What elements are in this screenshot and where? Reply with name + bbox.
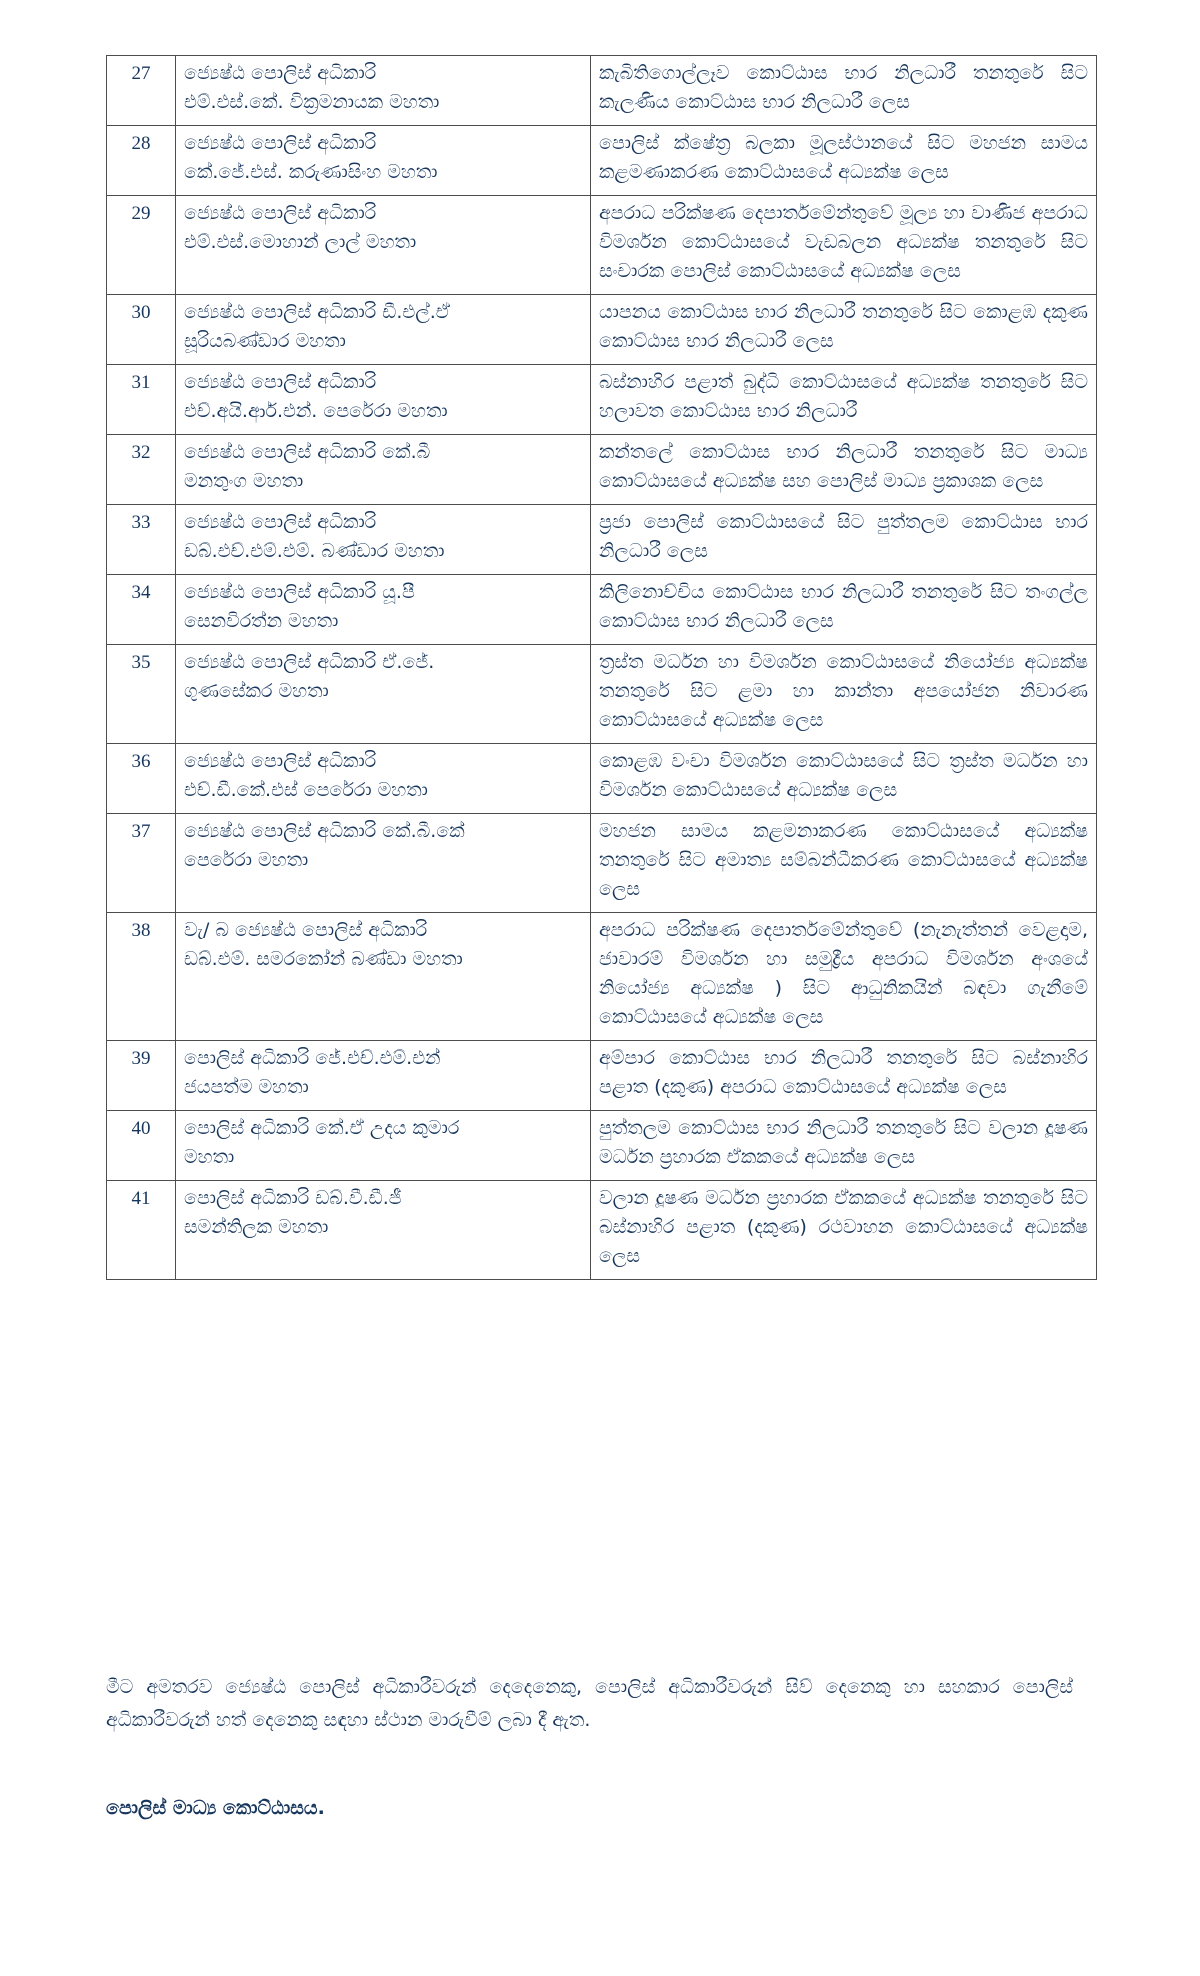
officer-rank-line: ජ්‍යෙෂ්ඨ පොලිස් අධිකාරි ඒ.ජේ. (184, 651, 435, 673)
transfer-detail-cell: පුත්තලම කොට්ඨාස භාර නිලධාරී තනතුරේ සිට වලාන දූෂණ මර්ධන ප්‍රහාරක ඒකකයේ අධ්‍යක්ෂ ලෙස (591, 1111, 1097, 1181)
table-row (107, 505, 1097, 575)
transfer-detail-cell: අපරාධ පරික්ෂණ දෙපාර්තමේන්තුවේ මූල්‍ය හා වාණිජ අපරාධ විමර්ශන කොට්ඨාසයේ වැඩබලන අධ්‍යක්ෂ තනතුරේ සිට සංචාරක පොලිස් කොට්ඨාසයේ අධ්‍යක්ෂ ලෙස (591, 196, 1097, 295)
police-transfer-table (106, 55, 1097, 1280)
officer-rank-line: ජ්‍යෙෂ්ඨ පොලිස් අධිකාරි (184, 511, 377, 533)
officer-rank-line: පොලිස් අධිකාරි ඩබ්.වී.ඩී.ජී (184, 1187, 402, 1209)
officer-name-cell (176, 814, 591, 913)
officer-rank-line: ජ්‍යෙෂ්ඨ පොලිස් අධිකාරි (184, 132, 377, 154)
officer-rank-line: ජ්‍යෙෂ්ඨ පොලිස් අධිකාරි (184, 62, 377, 84)
officer-name-line: කේ.ජේ.එස්. කරුණාසිංහ මහතා (184, 161, 438, 183)
additional-transfers-paragraph: මීට අමතරව ජ්‍යෙෂ්ඨ පොලිස් අධිකාරීවරුන් දෙදෙනෙකු, පොලිස් අධිකාරීවරුන් සිව් දෙනෙකු හා සහකාර පොලිස් අධිකාරීවරුන් හත් දෙනෙකු සඳහා ස්ථාන මාරුවීම් ලබා දී ඇත. (106, 1676, 1073, 1731)
row-number: 29 (107, 196, 176, 295)
officer-name-line: මහතා (184, 1146, 235, 1168)
transfer-detail-cell: ත්‍රස්ත මර්ධන හා විමර්ශන කොට්ඨාසයේ නියෝජ්‍ය අධ්‍යක්ෂ තනතුරේ සිට ළමා හා කාන්තා අපයෝජන නිවාරණ කොට්ඨාසයේ අධ්‍යක්ෂ ලෙස (591, 645, 1097, 744)
table-row (107, 435, 1097, 505)
officer-name-line: පෙරේරා මහතා (184, 849, 309, 871)
transfer-detail-cell: වලාන දූෂණ මර්ධන ප්‍රහාරක ඒකකයේ අධ්‍යක්ෂ තනතුරේ සිට බස්නාහිර පළාත (දකුණ) රථවාහන කොට්ඨාසයේ අධ්‍යක්ෂ ලෙස (591, 1181, 1097, 1280)
row-number: 32 (107, 435, 176, 505)
officer-name-cell (176, 1111, 591, 1181)
row-number: 37 (107, 814, 176, 913)
officer-name-line: එම්.එස්.කේ. වික්‍රමනායක මහතා (184, 91, 440, 113)
officer-name-line: එච්.ඩී.කේ.එස් පෙරේරා මහතා (184, 779, 428, 801)
table-row (107, 913, 1097, 1041)
officer-name-cell (176, 575, 591, 645)
officer-rank-line: ජ්‍යෙෂ්ඨ පොලිස් අධිකාරි කේ.බී.කේ (184, 820, 465, 842)
row-number: 28 (107, 126, 176, 196)
officer-name-cell (176, 1041, 591, 1111)
table-row (107, 126, 1097, 196)
officer-rank-line: ජ්‍යෙෂ්ඨ පොලිස් අධිකාරි යූ.පී (184, 581, 415, 603)
officer-rank-line: ජ්‍යෙෂ්ඨ පොලිස් අධිකාරි (184, 202, 377, 224)
row-number: 30 (107, 295, 176, 365)
officer-name-line: ඩබ්.එච්.එම්.එම්. බණ්ඩාර මහතා (184, 540, 445, 562)
row-number: 27 (107, 56, 176, 126)
transfer-detail-cell: කොළඹ වංචා විමර්ශන කොට්ඨාසයේ සිට ත්‍රස්ත මර්ධන හා විමර්ශන කොට්ඨාසයේ අධ්‍යක්ෂ ලෙස (591, 744, 1097, 814)
officer-name-cell (176, 435, 591, 505)
officer-name-cell (176, 56, 591, 126)
table-row (107, 295, 1097, 365)
transfer-detail-cell: ප්‍රජා පොලිස් කොට්ඨාසයේ සිට පුත්තලම කොට්ඨාස භාර නිලධාරී ලෙස (591, 505, 1097, 575)
officer-name-cell (176, 505, 591, 575)
transfer-detail-cell: අපරාධ පරික්ෂණ දෙපාර්තමේන්තුවේ (නැනැත්තන් වෙළදාම, ජාවාරම් විමර්ශන හා සමුද්‍රීය අපරාධ විමර්ශන අංශයේ නියෝජ්‍ය අධ්‍යක්ෂ ) සිට ආධුනිකයින් බඳවා ගැනීමේ කොට්ඨාසයේ අධ්‍යක්ෂ ලෙස (591, 913, 1097, 1041)
row-number: 34 (107, 575, 176, 645)
transfer-detail-cell: කැබිතිගොල්ලෑව කොට්ඨාස භාර නිලධාරී තනතුරේ සිට කැලණිය කොට්ඨාස භාර නිලධාරී ලෙස (591, 56, 1097, 126)
officer-name-cell (176, 295, 591, 365)
officer-name-cell (176, 1181, 591, 1280)
table-row (107, 1041, 1097, 1111)
transfer-detail-cell: මහජන සාමය කළමනාකරණ කොට්ඨාසයේ අධ්‍යක්ෂ තනතුරේ සිට අමාත්‍ය සම්බන්ධීකරණ කොට්ඨාසයේ අධ්‍යක්ෂ ලෙස (591, 814, 1097, 913)
transfer-detail-cell: යාපනය කොට්ඨාස භාර නිලධාරී තනතුරේ සිට කොළඹ දකුණ කොට්ඨාස භාර නිලධාරී ලෙස (591, 295, 1097, 365)
officer-name-line: එම්.එස්.මොහාන් ලාල් මහතා (184, 231, 417, 253)
officer-name-line: ගුණසේකර මහතා (184, 680, 329, 702)
table-row (107, 365, 1097, 435)
transfer-detail-cell: පොලිස් ක්ෂේත්‍ර බලකා මූලස්ථානයේ සිට මහජන සාමය කළමණාකරණ කොට්ඨාසයේ අධ්‍යක්ෂ ලෙස (591, 126, 1097, 196)
officer-name-line: ඩබ්.එම්. සමරකෝන් බණ්ඩා මහතා (184, 948, 463, 970)
transfer-detail-cell: අම්පාර කොට්ඨාස භාර නිලධාරී තනතුරේ සිට බස්නාහිර පළාත (දකුණ) අපරාධ කොට්ඨාසයේ අධ්‍යක්ෂ ලෙස (591, 1041, 1097, 1111)
row-number: 31 (107, 365, 176, 435)
transfer-detail-cell: කන්තලේ කොට්ඨාස භාර නිලධාරී තනතුරේ සිට මාධ්‍ය කොට්ඨාසයේ අධ්‍යක්ෂ සහ පොලිස් මාධ්‍ය ප්‍රකාශක ලෙස (591, 435, 1097, 505)
officer-rank-line: පොලිස් අධිකාරි කේ.ඒ උදය කුමාර (184, 1117, 460, 1139)
table-row (107, 814, 1097, 913)
row-number: 39 (107, 1041, 176, 1111)
row-number: 36 (107, 744, 176, 814)
officer-name-line: සූරියබණ්ඩාර මහතා (184, 330, 346, 352)
officer-rank-line: ජ්‍යෙෂ්ඨ පොලිස් අධිකාරි ඩී.එල්.ඒ (184, 301, 450, 323)
officer-name-line: සමන්තිලක මහතා (184, 1216, 329, 1238)
officer-rank-line: පොලිස් අධිකාරි ජේ.එච්.එම්.එන් (184, 1047, 441, 1069)
officer-name-line: සෙනවිරත්න මහතා (184, 610, 339, 632)
officer-name-line: මනතුංග මහතා (184, 470, 304, 492)
officer-name-cell (176, 196, 591, 295)
transfer-detail-cell: කිලිනොච්චිය කොට්ඨාස භාර නිලධාරී තනතුරේ සිට තංගල්ල කොට්ඨාස භාර නිලධාරී ලෙස (591, 575, 1097, 645)
officer-name-cell (176, 365, 591, 435)
table-row (107, 645, 1097, 744)
row-number: 40 (107, 1111, 176, 1181)
table-row (107, 196, 1097, 295)
officer-rank-line: ජ්‍යෙෂ්ඨ පොලිස් අධිකාරි (184, 750, 377, 772)
table-row (107, 744, 1097, 814)
officer-rank-line: වැ/ බ ජ්‍යෙෂ්ඨ පොලිස් අධිකාරි (184, 919, 428, 941)
row-number: 41 (107, 1181, 176, 1280)
officer-name-cell (176, 744, 591, 814)
officer-name-line: එච්.අයි.ආර්.එන්. පෙරේරා මහතා (184, 400, 448, 422)
row-number: 33 (107, 505, 176, 575)
transfer-detail-cell: බස්නාහිර පළාත් බුද්ධි කොට්ඨාසයේ අධ්‍යක්ෂ තනතුරේ සිට හලාවත කොට්ඨාස භාර නිලධාරී (591, 365, 1097, 435)
police-media-division-signature: පොලිස් මාධ්‍ය කොට්ඨාසය. (106, 1797, 325, 1819)
officer-name-line: ජයපත්ම මහතා (184, 1076, 309, 1098)
table-row (107, 1111, 1097, 1181)
table-row (107, 1181, 1097, 1280)
row-number: 35 (107, 645, 176, 744)
transfer-table-body (107, 56, 1097, 1280)
officer-name-cell (176, 126, 591, 196)
table-row (107, 56, 1097, 126)
row-number: 38 (107, 913, 176, 1041)
officer-rank-line: ජ්‍යෙෂ්ඨ පොලිස් අධිකාරි (184, 371, 377, 393)
officer-name-cell (176, 913, 591, 1041)
table-row (107, 575, 1097, 645)
officer-rank-line: ජ්‍යෙෂ්ඨ පොලිස් අධිකාරි කේ.බී (184, 441, 431, 463)
officer-name-cell (176, 645, 591, 744)
